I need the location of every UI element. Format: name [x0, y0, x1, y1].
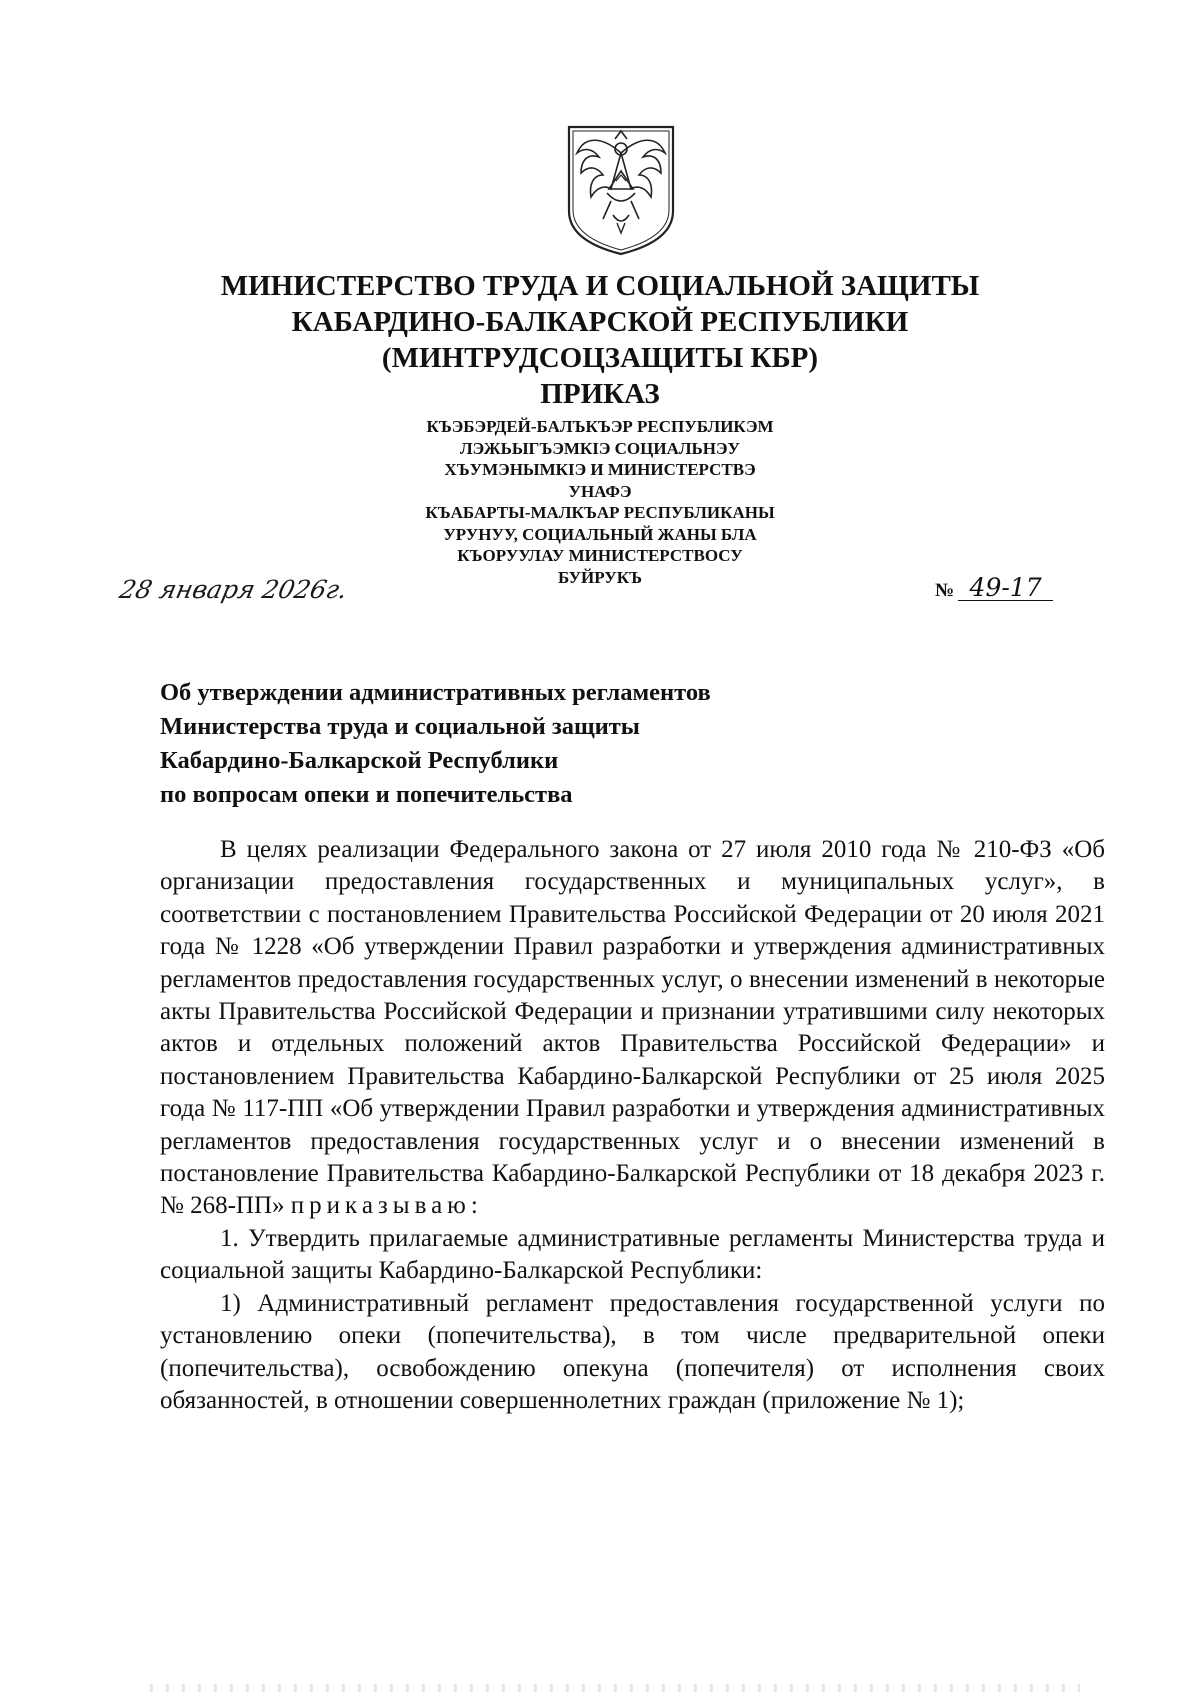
title-line: по вопросам опеки и попечительства — [160, 781, 573, 808]
ministry-name-kbd-line: ЛЭЖЬЫГЪЭМКIЭ СОЦИАЛЬНЭУ — [460, 438, 740, 458]
preamble-text: В целях реализации Федерального закона от 27 июля 2010 года № 210-ФЗ «Об организации предоставления государственных и муниципальных услуг», в соответствии с постановлением Правительства Российской Федерации от 20 июля 2021 года № 1228 «Об утверждении Правил разработки и утверждения административных регламентов предоставления государственных услуг, о внесении изменений в некоторые акты Правительства Российской Федерации и признании утратившими силу некоторых актов и отдельных положений актов Правительства Российской Федерации» и постановлением Правительства Кабардино-Балкарской Республики от 25 июля 2025 года № 117-ПП «Об утверждении Правил разработки и утверждения административных регламентов предоставления государственных услуг и о внесении изменений в постановление Правительства Кабардино-Балкарской Республики от 18 декабря 2023 г. № 268-ПП» — [160, 836, 1105, 1220]
ministry-name-krc-line: КЪОРУУЛАУ МИНИСТЕРСТВОСУ — [457, 546, 743, 565]
ministry-abbreviation: (МИНТРУДСОЦЗАЩИТЫ КБР) — [381, 342, 819, 374]
document-body — [160, 834, 1105, 1417]
order-word: приказываю: — [290, 1192, 483, 1220]
ministry-name-ru-line: КАБАРДИНО-БАЛКАРСКОЙ РЕСПУБЛИКИ — [291, 306, 909, 338]
ministry-name-kbd-line: КЪЭБЭРДЕЙ-БАЛЪКЪЭР РЕСПУБЛИКЭМ — [426, 417, 774, 436]
document-type-krc: БУЙРУКЪ — [557, 567, 643, 587]
title-line: Об утверждении административных регламентов — [160, 679, 711, 706]
document-type-heading: ПРИКАЗ — [540, 378, 660, 410]
order-date: 28 января 2026г. — [116, 575, 351, 604]
document-type-kbd: УНАФЭ — [568, 481, 632, 501]
item-1-paragraph: 1. Утвердить прилагаемые административные регламенты Министерства труда и социальной защиты Кабардино-Балкарской Республики: — [160, 1224, 1105, 1285]
ministry-name-ru-line: МИНИСТЕРСТВО ТРУДА И СОЦИАЛЬНОЙ ЗАЩИТЫ — [220, 270, 980, 302]
order-number-label: № — [935, 580, 955, 601]
ministry-name-kbd-line: ХЪУМЭНЫМКIЭ И МИНИСТЕРСТВЭ — [444, 460, 756, 479]
item-1-1-paragraph: 1) Административный регламент предоставления государственной услуги по установлению опеки (попечительства), в том числе предварительной опеки (попечительства), освобождению опекуна (попечителя) от исполнения своих обязанностей, в отношении совершеннолетних граждан (приложение № 1); — [160, 1289, 1105, 1414]
scan-edge-noise — [150, 1684, 1080, 1692]
title-line: Министерства труда и социальной защиты — [160, 713, 640, 740]
title-line: Кабардино-Балкарской Республики — [160, 747, 559, 774]
order-number-block — [935, 573, 1075, 602]
eagle-emblem-icon — [563, 123, 679, 257]
document-header — [150, 268, 1050, 588]
order-number: 49-17 — [958, 576, 1053, 601]
ministry-name-krc-line: КЪАБАРТЫ-МАЛКЪАР РЕСПУБЛИКАНЫ — [425, 503, 775, 522]
ministry-name-krc-line: УРУНУУ, СОЦИАЛЬНЫЙ ЖАНЫ БЛА — [443, 524, 757, 544]
document-title — [160, 676, 960, 812]
preamble-paragraph — [160, 834, 1105, 1223]
coat-of-arms-emblem — [563, 123, 679, 257]
